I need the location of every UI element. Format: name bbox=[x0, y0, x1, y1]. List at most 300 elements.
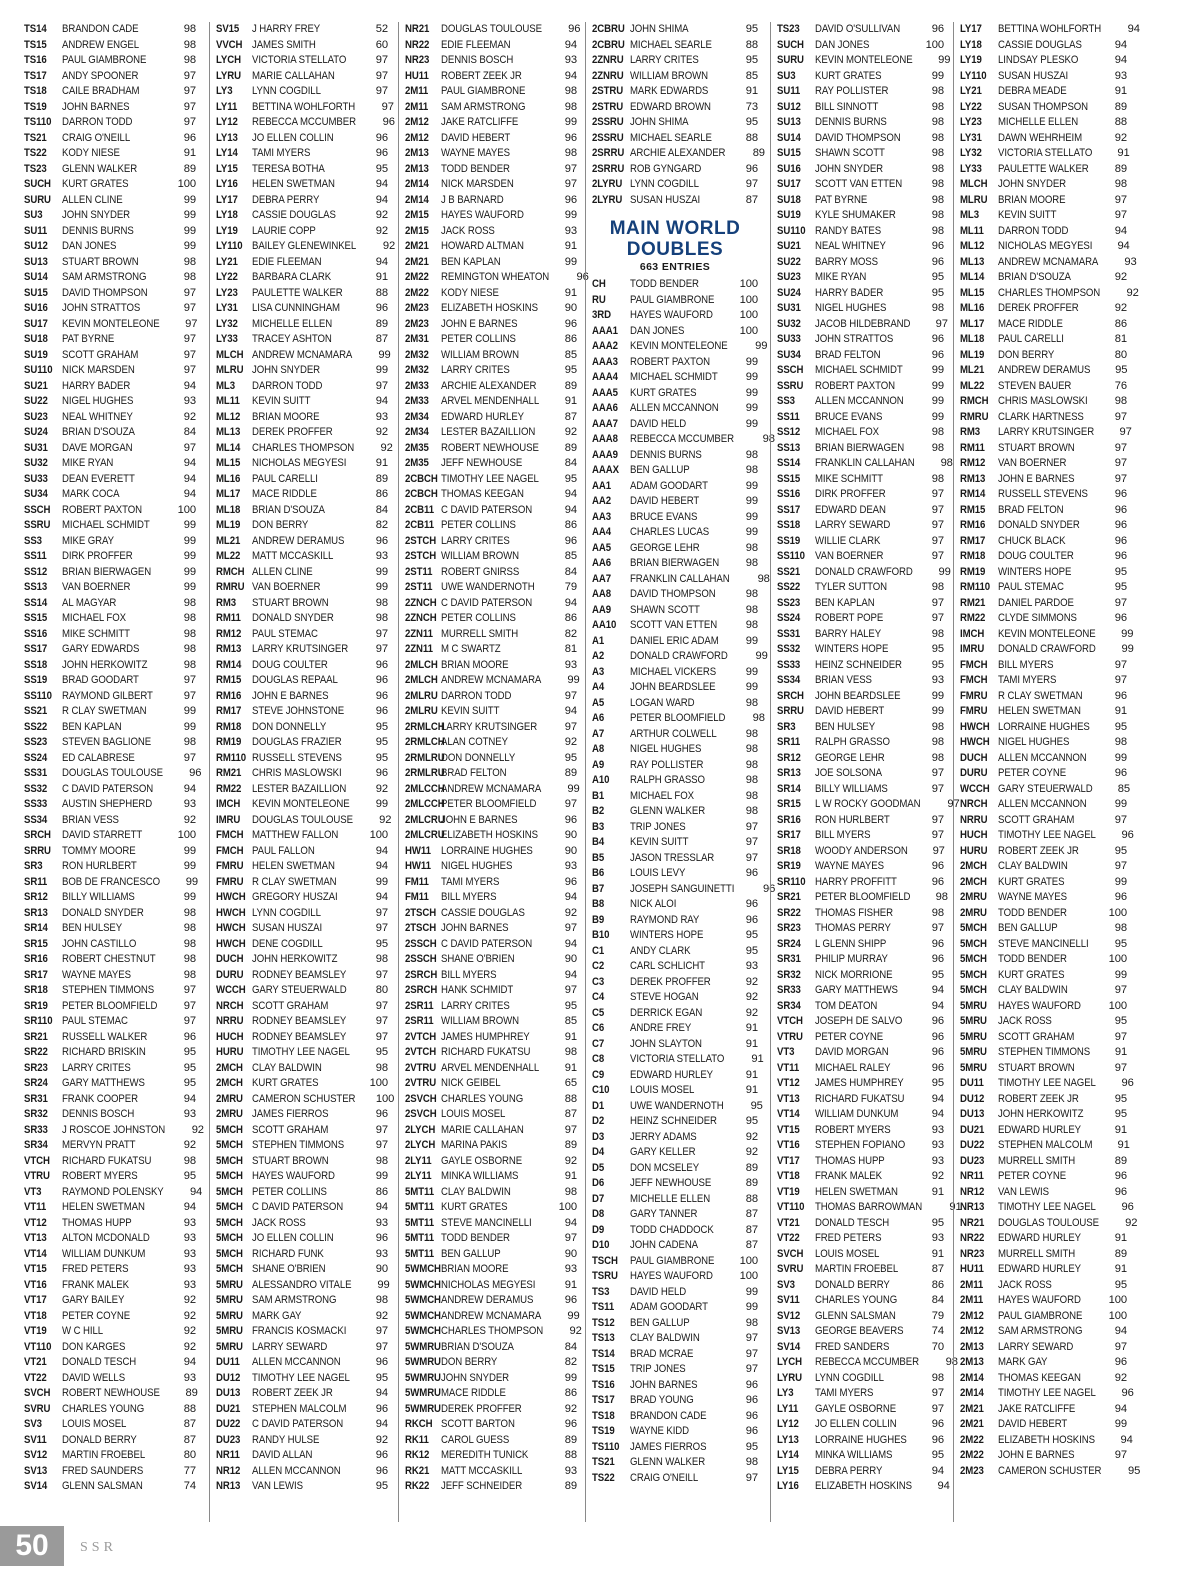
player-name: KURT GRATES bbox=[62, 178, 129, 190]
event-code: LY13 bbox=[216, 131, 238, 144]
event-code: 2MRU bbox=[216, 1108, 243, 1120]
result-row bbox=[24, 983, 196, 999]
event-code: LY16 bbox=[216, 178, 238, 190]
player-score: 92 bbox=[183, 410, 196, 423]
player-name: ANDY CLARK bbox=[630, 944, 691, 957]
result-row bbox=[592, 1393, 758, 1409]
event-code: DURU bbox=[216, 968, 244, 981]
result-row bbox=[592, 1316, 758, 1332]
event-code: HWCH bbox=[216, 922, 246, 934]
player-name: WAYNE MAYES bbox=[441, 147, 510, 159]
result-row bbox=[405, 1324, 582, 1340]
player-name: BEN GALLUP bbox=[998, 922, 1058, 934]
player-name: SHAWN SCOTT bbox=[630, 603, 700, 616]
player-score: 97 bbox=[745, 836, 758, 848]
player-name: ANDREW MCNAMARA bbox=[441, 782, 542, 795]
result-row bbox=[24, 1045, 196, 1061]
event-code: ML17 bbox=[216, 488, 241, 500]
event-code: DU12 bbox=[960, 1092, 985, 1105]
result-row bbox=[405, 1402, 577, 1418]
result-row bbox=[777, 1061, 944, 1077]
event-code: SR110 bbox=[24, 1015, 53, 1027]
player-score: 93 bbox=[183, 1247, 196, 1260]
event-code: AA3 bbox=[592, 510, 612, 523]
player-score: 94 bbox=[564, 69, 577, 82]
player-name: BRIAN BIERWAGEN bbox=[815, 441, 905, 454]
result-row bbox=[405, 580, 577, 596]
player-name: JOHN SHIMA bbox=[630, 23, 689, 35]
result-row bbox=[216, 1123, 388, 1139]
player-name: JOHN CASTILLO bbox=[62, 937, 137, 950]
player-score: 99 bbox=[183, 705, 196, 717]
event-code: LYCH bbox=[777, 1356, 802, 1368]
result-row bbox=[405, 1138, 577, 1154]
player-name: HEINZ SCHNEIDER bbox=[815, 658, 902, 671]
result-row bbox=[960, 968, 1127, 984]
event-code: AA8 bbox=[592, 588, 612, 600]
player-score: 100 bbox=[739, 293, 758, 306]
event-code: TS3 bbox=[592, 1285, 610, 1298]
player-name: GEORGE LEHR bbox=[630, 541, 700, 554]
result-row bbox=[960, 735, 1127, 751]
event-code: 5MCH bbox=[216, 1170, 243, 1182]
event-code: SS33 bbox=[777, 658, 801, 671]
result-row bbox=[592, 897, 758, 913]
event-code: TS23 bbox=[24, 162, 47, 175]
player-score: 91 bbox=[1114, 1232, 1127, 1244]
player-name: ELIZABETH HOSKINS bbox=[815, 1480, 912, 1492]
result-row bbox=[24, 1293, 196, 1309]
player-score: 99 bbox=[567, 782, 580, 795]
player-score: 96 bbox=[375, 302, 388, 314]
player-score: 74 bbox=[183, 1480, 196, 1492]
event-code: AA2 bbox=[592, 495, 612, 507]
event-code: VT17 bbox=[777, 1154, 800, 1167]
result-row bbox=[960, 503, 1127, 519]
result-row bbox=[405, 84, 577, 100]
player-name: RAY POLLISTER bbox=[630, 758, 704, 771]
result-row bbox=[216, 456, 388, 472]
result-row bbox=[960, 162, 1127, 178]
result-row bbox=[777, 1293, 944, 1309]
event-code: SS33 bbox=[24, 798, 48, 810]
player-score: 94 bbox=[375, 891, 388, 903]
player-name: DONALD TESCH bbox=[62, 1356, 137, 1368]
event-code: SS19 bbox=[24, 674, 48, 686]
result-row bbox=[405, 1262, 577, 1278]
player-name: JOSEPH SANGUINETTI bbox=[630, 882, 735, 895]
result-row bbox=[960, 1138, 1130, 1154]
result-row bbox=[405, 1417, 577, 1433]
player-score: 95 bbox=[1114, 1015, 1127, 1027]
player-name: STUART BROWN bbox=[998, 1061, 1075, 1074]
result-row bbox=[24, 828, 196, 844]
player-name: TYLER SUTTON bbox=[815, 581, 888, 593]
player-name: ROBERT PAXTON bbox=[815, 379, 895, 392]
result-row bbox=[960, 1169, 1127, 1185]
player-score: 100 bbox=[1108, 1294, 1127, 1306]
event-code: SV11 bbox=[777, 1294, 800, 1306]
player-score: 86 bbox=[564, 1387, 577, 1399]
player-score: 98 bbox=[931, 193, 944, 206]
result-row bbox=[777, 115, 944, 131]
player-score: 81 bbox=[564, 643, 577, 655]
result-row bbox=[24, 1030, 196, 1046]
player-score: 97 bbox=[375, 968, 388, 981]
event-code: 2ST11 bbox=[405, 581, 433, 593]
event-code: ML21 bbox=[216, 534, 241, 547]
player-name: RUSSELL WALKER bbox=[62, 1030, 148, 1043]
player-score: 87 bbox=[745, 1208, 758, 1220]
event-code: VTCH bbox=[24, 1154, 50, 1167]
player-name: NICK MARSDEN bbox=[441, 178, 514, 190]
player-score: 92 bbox=[1126, 286, 1139, 299]
player-score: 95 bbox=[1114, 565, 1127, 578]
result-row bbox=[592, 432, 775, 448]
player-name: JO ELLEN COLLIN bbox=[252, 131, 334, 144]
result-row bbox=[960, 255, 1137, 271]
result-row bbox=[777, 472, 944, 488]
player-score: 94 bbox=[375, 1418, 388, 1430]
player-name: ANDREW MCNAMARA bbox=[441, 674, 542, 686]
player-score: 88 bbox=[564, 1449, 577, 1461]
event-code: RM110 bbox=[960, 581, 991, 593]
result-row bbox=[24, 596, 196, 612]
player-score: 97 bbox=[1114, 658, 1127, 671]
player-score: 93 bbox=[931, 674, 944, 686]
result-row bbox=[216, 518, 388, 534]
player-name: FRANK COOPER bbox=[62, 1092, 138, 1105]
result-row bbox=[960, 363, 1127, 379]
result-row bbox=[592, 789, 758, 805]
event-code: 2SRCH bbox=[405, 984, 438, 996]
player-name: PETER COYNE bbox=[998, 1170, 1067, 1182]
result-row bbox=[960, 1123, 1127, 1139]
player-score: 98 bbox=[375, 1061, 388, 1074]
result-row bbox=[405, 1045, 577, 1061]
result-row bbox=[777, 1076, 944, 1092]
event-code: LY15 bbox=[777, 1464, 799, 1477]
player-name: C DAVID PATERSON bbox=[441, 596, 533, 609]
event-code: 5WMCH bbox=[405, 1309, 441, 1322]
player-name: DONALD SNYDER bbox=[62, 906, 144, 919]
result-row bbox=[405, 921, 577, 937]
player-score: 85 bbox=[564, 550, 577, 562]
event-code: 5MCH bbox=[960, 922, 987, 934]
result-row bbox=[24, 348, 196, 364]
result-row bbox=[405, 472, 577, 488]
player-score: 98 bbox=[931, 209, 944, 221]
player-name: FRED PETERS bbox=[815, 1232, 882, 1244]
player-score: 79 bbox=[564, 581, 577, 593]
player-name: PETER BLOOMFIELD bbox=[815, 891, 911, 903]
player-score: 98 bbox=[931, 720, 944, 733]
event-code: 5MCH bbox=[216, 1123, 243, 1136]
player-score: 94 bbox=[183, 457, 196, 469]
event-code: SU15 bbox=[777, 147, 801, 159]
result-row bbox=[592, 603, 758, 619]
result-row bbox=[216, 1386, 388, 1402]
result-row bbox=[777, 301, 944, 317]
player-score: 94 bbox=[1114, 1402, 1127, 1415]
event-code: SRCH bbox=[24, 829, 51, 841]
player-score: 97 bbox=[183, 999, 196, 1012]
player-name: TIMOTHY LEE NAGEL bbox=[998, 829, 1096, 841]
player-name: TODD BENDER bbox=[630, 278, 699, 290]
player-name: DEBRA PERRY bbox=[252, 193, 320, 206]
player-name: JACK ROSS bbox=[998, 1278, 1052, 1291]
player-name: CHARLES YOUNG bbox=[815, 1294, 898, 1306]
result-row bbox=[960, 999, 1127, 1015]
result-row bbox=[405, 317, 577, 333]
event-code: B1 bbox=[592, 789, 605, 802]
event-code: NR23 bbox=[405, 54, 430, 66]
result-row bbox=[24, 177, 196, 193]
player-name: FRANCIS KOSMACKI bbox=[252, 1325, 347, 1337]
event-code: SRRU bbox=[777, 705, 804, 717]
player-name: ALLEN MCCANNON bbox=[815, 395, 904, 407]
player-score: 97 bbox=[1114, 860, 1127, 872]
event-code: SR11 bbox=[24, 875, 48, 888]
event-code: SU19 bbox=[24, 348, 48, 361]
player-name: ANDREW MCNAMARA bbox=[252, 348, 353, 361]
player-name: FRED SAUNDERS bbox=[62, 1464, 144, 1477]
player-name: HEINZ SCHNEIDER bbox=[630, 1115, 717, 1127]
player-name: NICK MARSDEN bbox=[62, 364, 135, 376]
event-code: SU24 bbox=[777, 286, 801, 299]
result-row bbox=[216, 1200, 388, 1216]
result-row bbox=[216, 239, 396, 255]
player-score: 91 bbox=[745, 1068, 758, 1081]
event-code: ML22 bbox=[216, 550, 241, 562]
result-row bbox=[592, 820, 758, 836]
result-row bbox=[960, 394, 1127, 410]
player-score: 98 bbox=[745, 557, 758, 569]
event-code: D7 bbox=[592, 1192, 605, 1205]
event-code: LYCH bbox=[216, 54, 241, 66]
result-row bbox=[216, 332, 388, 348]
event-code: ML14 bbox=[960, 271, 985, 283]
player-name: EDWARD HURLEY bbox=[998, 1123, 1081, 1136]
event-code: VT17 bbox=[24, 1294, 47, 1306]
player-name: DONALD SNYDER bbox=[998, 519, 1080, 531]
result-row bbox=[216, 1030, 388, 1046]
result-row bbox=[777, 255, 944, 271]
player-score: 100 bbox=[177, 503, 196, 516]
player-name: TODD BENDER bbox=[441, 1232, 510, 1244]
event-code: A8 bbox=[592, 743, 605, 755]
player-score: 97 bbox=[183, 85, 196, 97]
player-score: 94 bbox=[931, 984, 944, 996]
player-name: JOHN SNYDER bbox=[62, 209, 131, 221]
result-row bbox=[592, 193, 758, 209]
result-row bbox=[216, 689, 388, 705]
player-score: 99 bbox=[375, 581, 388, 593]
result-row bbox=[592, 1471, 758, 1487]
player-score: 98 bbox=[183, 968, 196, 981]
player-name: HANK SCHMIDT bbox=[441, 984, 514, 996]
player-score: 96 bbox=[375, 1449, 388, 1461]
result-row bbox=[405, 844, 577, 860]
event-code: 2M21 bbox=[960, 1418, 984, 1430]
player-score: 96 bbox=[576, 271, 589, 283]
player-name: DARRON TODD bbox=[252, 379, 323, 392]
player-score: 91 bbox=[564, 240, 577, 252]
event-code: 2STCH bbox=[405, 550, 437, 562]
player-score: 98 bbox=[931, 441, 944, 454]
result-row bbox=[24, 1107, 196, 1123]
player-score: 97 bbox=[185, 317, 198, 330]
event-code: 5MRU bbox=[216, 1294, 243, 1306]
result-row bbox=[960, 1386, 1134, 1402]
player-name: NICK ALOI bbox=[630, 898, 677, 910]
event-code: SS22 bbox=[777, 581, 801, 593]
player-name: HAYES WAUFORD bbox=[252, 1170, 335, 1182]
event-code: 5MCH bbox=[960, 953, 987, 965]
event-code: VT22 bbox=[777, 1232, 800, 1244]
result-row bbox=[24, 704, 196, 720]
event-code: NR13 bbox=[960, 1201, 985, 1213]
result-row bbox=[960, 487, 1127, 503]
event-code: SS15 bbox=[24, 612, 48, 624]
player-name: REBECCA MCCUMBER bbox=[815, 1356, 919, 1368]
player-name: MARINA PAKIS bbox=[441, 1139, 508, 1151]
event-code: LY110 bbox=[216, 240, 243, 252]
player-score: 96 bbox=[763, 882, 776, 895]
result-row bbox=[216, 1340, 388, 1356]
player-score: 97 bbox=[1114, 674, 1127, 686]
result-row bbox=[592, 53, 758, 69]
player-name: DEREK PROFFER bbox=[998, 302, 1079, 314]
result-row bbox=[24, 22, 196, 38]
player-name: DAVID HELD bbox=[630, 1285, 687, 1298]
result-row bbox=[24, 394, 196, 410]
result-row bbox=[960, 193, 1127, 209]
player-name: EDIE FLEEMAN bbox=[441, 38, 511, 51]
player-name: RAYMOND POLENSKY bbox=[62, 1185, 164, 1198]
event-code: 5WMCH bbox=[405, 1278, 441, 1291]
result-row bbox=[216, 84, 388, 100]
result-row bbox=[960, 1107, 1127, 1123]
player-score: 93 bbox=[564, 1263, 577, 1275]
result-row bbox=[960, 379, 1127, 395]
result-row bbox=[592, 510, 758, 526]
event-code: DU23 bbox=[216, 1433, 241, 1446]
result-row bbox=[216, 425, 388, 441]
result-row bbox=[777, 1123, 944, 1139]
event-code: A5 bbox=[592, 696, 605, 709]
player-score: 91 bbox=[1114, 1263, 1127, 1275]
result-row bbox=[960, 596, 1127, 612]
player-name: ANDY SPOONER bbox=[62, 69, 139, 82]
player-name: GLENN WALKER bbox=[630, 1456, 706, 1468]
player-score: 97 bbox=[375, 906, 388, 919]
player-score: 89 bbox=[1114, 100, 1127, 113]
result-row bbox=[592, 773, 758, 789]
player-score: 91 bbox=[745, 1022, 758, 1034]
player-score: 99 bbox=[183, 209, 196, 221]
event-code: SR33 bbox=[777, 984, 801, 996]
player-score: 89 bbox=[564, 767, 577, 779]
event-code: 2M31 bbox=[405, 333, 429, 345]
player-score: 98 bbox=[931, 1371, 944, 1384]
player-name: ARCHIE ALEXANDER bbox=[630, 147, 726, 159]
player-score: 98 bbox=[931, 751, 944, 764]
event-code: 2M13 bbox=[405, 147, 429, 159]
player-name: DON BERRY bbox=[441, 1356, 498, 1368]
event-code: VT11 bbox=[777, 1061, 800, 1074]
event-code: FMCH bbox=[960, 658, 988, 671]
player-score: 92 bbox=[375, 224, 388, 237]
event-code: 5MRU bbox=[960, 1015, 987, 1027]
event-code: 5MCH bbox=[960, 968, 987, 981]
result-row bbox=[216, 658, 388, 674]
player-score: 98 bbox=[183, 953, 196, 965]
player-name: ALESSANDRO VITALE bbox=[252, 1278, 352, 1291]
player-name: JAMES SMITH bbox=[252, 38, 316, 51]
player-score: 92 bbox=[1114, 271, 1127, 283]
player-score: 98 bbox=[564, 85, 577, 97]
player-score: 91 bbox=[745, 1084, 758, 1096]
player-name: DON DONNELLY bbox=[252, 720, 327, 733]
player-name: DAVID WELLS bbox=[62, 1371, 126, 1384]
event-code: 2RMLRU bbox=[405, 751, 445, 764]
event-code: NRCH bbox=[216, 999, 244, 1012]
player-score: 87 bbox=[183, 1418, 196, 1430]
result-row bbox=[592, 1362, 758, 1378]
player-score: 98 bbox=[745, 448, 758, 461]
player-score: 100 bbox=[369, 1077, 388, 1089]
event-code: ML18 bbox=[216, 503, 241, 516]
player-name: ELIZABETH HOSKINS bbox=[441, 302, 538, 314]
player-score: 95 bbox=[931, 968, 944, 981]
event-code: ML22 bbox=[960, 379, 985, 392]
player-name: CAMERON SCHUSTER bbox=[998, 1464, 1102, 1477]
player-name: BRIAN MOORE bbox=[252, 410, 320, 423]
player-name: PETER COLLINS bbox=[441, 333, 516, 345]
event-code: SV11 bbox=[24, 1433, 47, 1446]
result-row bbox=[405, 518, 577, 534]
event-code: 5MCH bbox=[216, 1232, 243, 1244]
event-code: HWCH bbox=[216, 891, 246, 903]
player-name: MARIE CALLAHAN bbox=[252, 69, 335, 82]
event-code: DUCH bbox=[960, 751, 988, 764]
result-row bbox=[216, 1479, 388, 1495]
result-row bbox=[777, 689, 944, 705]
event-code: DU11 bbox=[216, 1356, 240, 1368]
player-score: 89 bbox=[375, 472, 388, 485]
player-score: 93 bbox=[564, 1464, 577, 1477]
player-score: 95 bbox=[750, 1099, 763, 1112]
player-score: 98 bbox=[375, 953, 388, 965]
player-name: MARK COCA bbox=[62, 488, 120, 500]
event-code: VT13 bbox=[24, 1232, 47, 1244]
player-name: BRANDON CADE bbox=[62, 23, 139, 35]
player-score: 86 bbox=[375, 1185, 388, 1198]
result-row bbox=[777, 84, 944, 100]
player-name: ROBERT CHESTNUT bbox=[62, 953, 156, 965]
event-code: B3 bbox=[592, 820, 605, 833]
event-code: ML17 bbox=[960, 317, 985, 330]
player-name: MICHAEL SEARLE bbox=[630, 38, 712, 51]
player-name: LISA CUNNINGHAM bbox=[252, 302, 340, 314]
event-code: 5MRU bbox=[216, 1340, 243, 1353]
player-name: SAM ARMSTRONG bbox=[441, 100, 526, 113]
result-row bbox=[592, 69, 758, 85]
player-score: 96 bbox=[1114, 689, 1127, 702]
result-row bbox=[405, 906, 577, 922]
event-code: 2MCH bbox=[216, 1077, 243, 1089]
